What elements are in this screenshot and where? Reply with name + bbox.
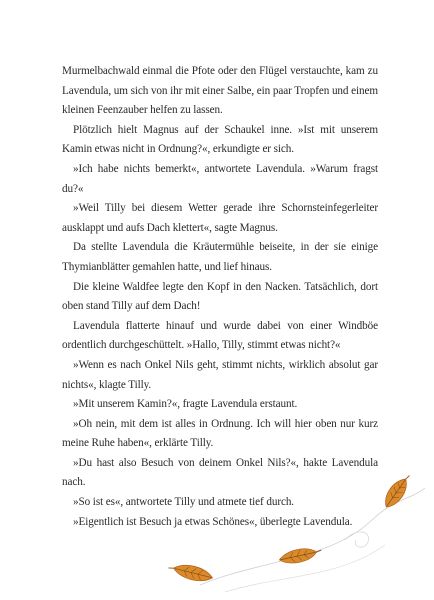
leaf-icon	[167, 560, 214, 584]
wind-swirl-line	[345, 532, 369, 547]
paragraph-2: Plötzlich hielt Magnus auf der Schaukel inne. »Ist mit unserem Kamin etwas nicht in Ordnung?«, erkundigte er sich.	[62, 123, 378, 156]
paragraph-3: »Ich habe nichts bemerkt«, antwortete Lavendula. »Warum fragst du?«	[62, 162, 378, 195]
paragraph-7: Lavendula flatterte hinauf und wurde dabei von einer Windböe ordentlich durchgeschüttelt. »Hallo, Tilly, stimmt etwas nicht?«	[62, 319, 378, 352]
paragraph-8: »Wenn es nach Onkel Nils geht, stimmt nichts, wirklich absolut gar nichts«, klagte Tilly.	[62, 358, 378, 391]
paragraph-12: »So ist es«, antwortete Tilly und atmete tief durch.	[73, 496, 295, 509]
leaf-icon	[380, 471, 414, 511]
leaf-icon	[278, 545, 323, 566]
paragraph-10: »Oh nein, mit dem ist alles in Ordnung. Ich will hier oben nur kurz meine Ruhe haben«, erklärte Tilly.	[62, 417, 378, 450]
paragraph-4: »Weil Tilly bei diesem Wetter gerade ihre Schornsteinfegerleiter ausklappt und aufs Dach klettert«, sagte Magnus.	[62, 202, 378, 234]
paragraph-13: »Eigentlich ist Besuch ja etwas Schönes«, überlegte Lavendula.	[73, 515, 353, 528]
paragraph-11: »Du hast also Besuch von deinem Onkel Nils?«, hakte Lavendula nach.	[62, 456, 378, 489]
paragraph-5: Da stellte Lavendula die Kräutermühle beiseite, in der sie einige Thymianblätter gemahlen hatte, und lief hinaus.	[62, 241, 378, 273]
paragraph-1: Murmelbachwald einmal die Pfote oder den Flügel verstauchte, kam zu Lavendula, um sich von ihr mit einer Salbe, ein paar Tropfen und einem kleinen Feenzauber helfen zu lassen.	[62, 65, 378, 117]
paragraph-6: Die kleine Waldfee legte den Kopf in den Nacken. Tatsächlich, dort oben stand Tilly auf dem Dach!	[62, 280, 378, 313]
paragraph-9: »Mit unserem Kamin?«, fragte Lavendula erstaunt.	[73, 398, 298, 411]
